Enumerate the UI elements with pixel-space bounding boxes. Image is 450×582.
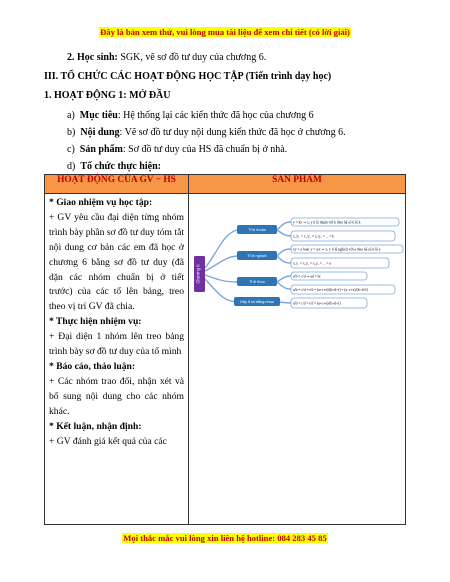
leaf-ratio-line: a/b = c/d = e/f = (a+c+e)/(b+d+f) = (a−c+e)/(b−d+f) [293, 288, 368, 292]
leaf-inverse-formula: x₁y₁ = x₂y₂ = x₃y₃ = ... = a [293, 261, 331, 266]
item-c: c) Sản phẩm: Sơ đồ tư duy của HS đã chuẩn bị ở nhà. [67, 144, 288, 155]
assign-title: * Giao nhiệm vụ học tập: [49, 197, 153, 208]
perform-text: + Đại diện 1 nhóm lên treo bảng trình bày sơ đồ tư duy của tổ mình [49, 331, 184, 358]
leaf-inverse-note: xy = a hoặc y = a/x ⇒ x, y tỉ lệ nghịch với a theo hệ số tỉ lệ a [293, 247, 381, 252]
leaf-direct-note: y = kx ⇒ x, y tỉ lệ thuận với k theo hệ số tỉ lệ k [293, 220, 361, 225]
item-b: b) Nội dung: Vẽ sơ đồ tư duy nội dung kiến thức đã học ở chương 6. [67, 127, 346, 138]
svg-text:Tỉ lệ nghịch: Tỉ lệ nghịch [247, 254, 267, 258]
header-right: SẢN PHẨM [189, 175, 406, 194]
svg-text:Tỉ lệ thuận: Tỉ lệ thuận [248, 228, 266, 232]
assign-text: + GV yêu cầu đại diện từng nhóm trình bày phần sơ đồ tư duy tóm tắt nội dung cơ bản các em đã học ở chương 6 bằng sơ đồ tư duy (đã dặn các nhóm chuẩn bị ở tiết trước) của các tổ lên bảng, treo theo vị trí GV đã chia. [49, 211, 184, 313]
preview-banner: Đây là bản xem thử, vui lòng mua tài liệu để xem chi tiết (có lời giải) [100, 27, 350, 37]
svg-text:Dãy tỉ số bằng nhau: Dãy tỉ số bằng nhau [240, 300, 274, 304]
leaf-proportion-formula: a/b = c/d ⇒ ad = bc [293, 274, 322, 279]
item-a: a) Mục tiêu: Hệ thống lại các kiến thức đã học của chương 6 [67, 110, 314, 121]
product-cell [189, 194, 406, 525]
activity-table [44, 174, 406, 525]
report-title: * Báo cáo, thảo luận: [49, 360, 136, 372]
perform-title: * Thực hiện nhiệm vụ: [49, 316, 142, 328]
svg-text:Tỉ lệ thức: Tỉ lệ thức [249, 280, 265, 284]
mindmap [189, 194, 407, 314]
section-heading: III. TỔ CHỨC CÁC HOẠT ĐỘNG HỌC TẬP (Tiến trình dạy học) [44, 71, 332, 82]
leaf-ratio-formula: a/b = c/d = e/f = (a+c+e)/(b+d+f) [293, 301, 341, 306]
activity-heading: 1. HOẠT ĐỘNG 1: MỞ ĐẦU [44, 90, 171, 101]
conclusion-title: * Kết luận, nhận định: [49, 420, 142, 432]
report-text: + Các nhóm trao đổi, nhận xét và bổ sung nội dung cho các nhóm khác. [49, 375, 184, 417]
header-left: HOẠT ĐỘNG CỦA GV − HS [45, 175, 189, 194]
item-d: d) Tổ chức thực hiện: [67, 161, 161, 172]
leaf-direct-formula: x₁/y₁ = x₂/y₂ = x₃/y₃ = ... = k [293, 234, 335, 239]
hotline-banner: Mọi thắc mắc vui lòng xin liên hệ hotline: 084 283 45 85 [123, 533, 327, 543]
teacher-student-cell [45, 194, 189, 525]
mindmap-center-label: Chương 6 [195, 264, 201, 284]
conclusion-text: + GV đánh giá kết quả của các [49, 435, 167, 447]
item-2: 2. Học sinh: SGK, vẽ sơ đồ tư duy của chương 6. [67, 52, 267, 63]
